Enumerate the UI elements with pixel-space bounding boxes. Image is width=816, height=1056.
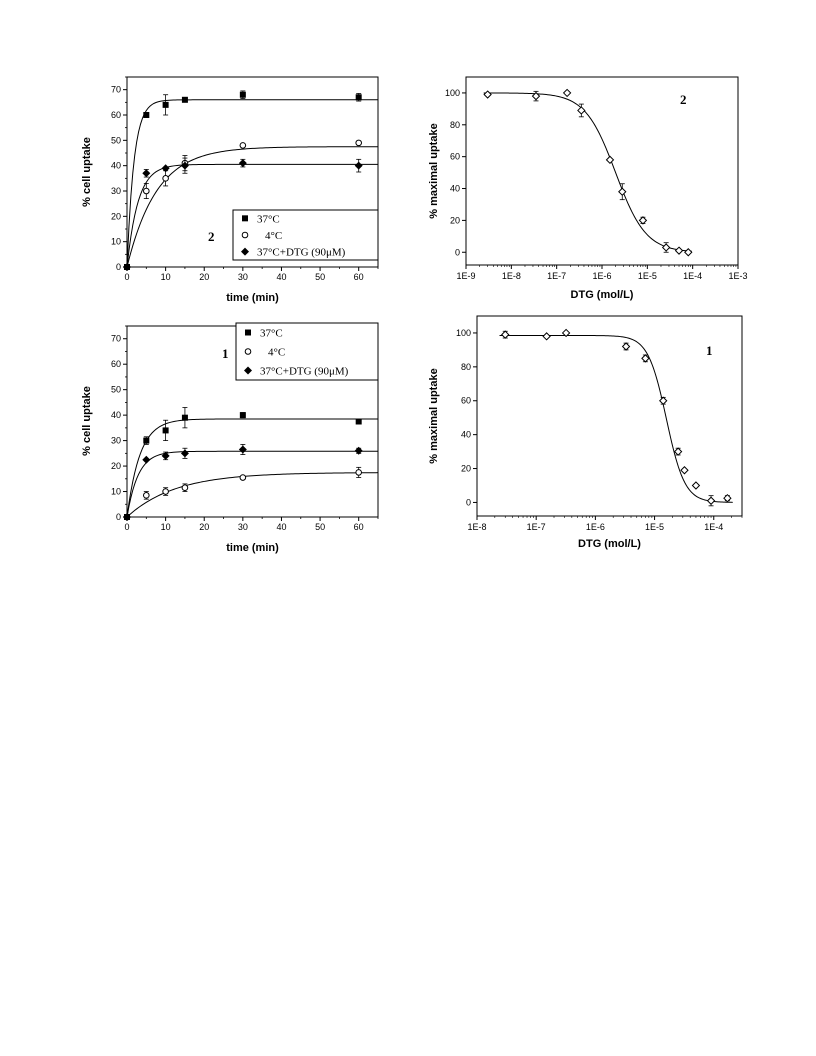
data-point — [623, 343, 630, 350]
fit-curve — [500, 335, 733, 502]
plot-frame — [466, 77, 738, 265]
chart-uptake-2 — [81, 77, 378, 304]
chart-inhibition-1 — [428, 316, 742, 550]
legend — [233, 210, 378, 260]
y-tick-label: 80 — [449, 119, 460, 130]
y-tick-label: 20 — [449, 215, 460, 226]
y-tick-label: 70 — [110, 84, 121, 95]
data-point — [606, 156, 613, 163]
y-tick-label: 30 — [110, 186, 121, 196]
x-tick-label: 0 — [124, 522, 130, 532]
data-point — [660, 397, 667, 404]
data-point — [144, 493, 150, 499]
data-point — [142, 456, 150, 464]
x-tick-label: 1E-8 — [467, 522, 487, 532]
y-tick-label: 70 — [110, 333, 121, 344]
data-point — [240, 412, 246, 418]
x-tick-label: 30 — [237, 522, 248, 532]
x-tick-label: 1E-3 — [728, 271, 748, 281]
data-point — [564, 89, 571, 96]
data-point — [163, 427, 169, 433]
panel-label: 2 — [680, 92, 687, 107]
x-tick-label: 10 — [160, 522, 171, 532]
x-tick-label: 1E-6 — [592, 271, 612, 281]
x-tick-label: 1E-8 — [501, 271, 521, 281]
y-tick-label: 50 — [110, 384, 121, 395]
y-tick-label: 0 — [115, 512, 121, 522]
legend-label: 37°C — [260, 327, 283, 340]
y-tick-label: 80 — [460, 361, 471, 372]
x-tick-label: 1E-4 — [683, 271, 703, 281]
data-point — [355, 162, 363, 170]
data-point — [240, 143, 246, 149]
legend-label: 37°C — [257, 213, 280, 226]
data-point — [356, 140, 362, 146]
x-tick-label: 40 — [276, 272, 287, 282]
data-point — [143, 112, 149, 118]
y-tick-label: 50 — [110, 135, 121, 146]
x-axis-title: DTG (mol/L) — [570, 289, 634, 301]
y-tick-label: 100 — [444, 87, 460, 98]
data-point — [182, 415, 188, 421]
data-point — [142, 169, 150, 177]
y-tick-label: 10 — [110, 486, 121, 497]
x-tick-label: 1E-6 — [585, 522, 605, 532]
y-axis-title: % cell uptake — [81, 137, 93, 207]
fit-curve — [484, 93, 692, 251]
data-point — [484, 91, 491, 98]
y-tick-label: 20 — [110, 461, 121, 472]
y-tick-label: 60 — [460, 395, 471, 406]
x-tick-label: 40 — [276, 522, 287, 532]
chart-uptake-1 — [81, 323, 378, 554]
x-tick-label: 30 — [237, 272, 248, 282]
y-axis-title: % maximal uptake — [428, 123, 440, 219]
data-point — [578, 107, 585, 114]
legend-label: 37°C+DTG (90μM) — [257, 246, 346, 259]
x-axis-title: time (min) — [226, 292, 279, 304]
data-point — [181, 449, 189, 457]
x-tick-label: 1E-9 — [456, 271, 476, 281]
data-point — [639, 217, 646, 224]
y-tick-label: 0 — [465, 497, 471, 508]
data-point — [143, 438, 149, 444]
y-tick-label: 40 — [449, 183, 460, 194]
panel-label: 1 — [222, 346, 229, 361]
legend — [236, 323, 378, 380]
y-tick-label: 60 — [110, 110, 121, 120]
legend-marker — [242, 232, 248, 238]
data-point — [619, 188, 626, 195]
y-tick-label: 20 — [110, 211, 121, 222]
data-point — [239, 446, 247, 454]
fit-curve-2 — [127, 451, 378, 517]
y-axis-title: % maximal uptake — [428, 368, 440, 464]
data-point — [355, 447, 363, 455]
data-point — [675, 448, 682, 455]
x-tick-label: 50 — [315, 522, 326, 532]
data-point — [676, 247, 683, 254]
y-tick-label: 0 — [115, 262, 121, 272]
data-point — [162, 164, 170, 172]
data-point — [182, 97, 188, 103]
data-point — [685, 249, 692, 256]
y-tick-label: 40 — [110, 160, 121, 171]
x-tick-label: 1E-7 — [526, 522, 546, 532]
legend-label: 4°C — [268, 346, 286, 359]
y-tick-label: 100 — [455, 327, 471, 338]
x-tick-label: 20 — [199, 272, 210, 282]
data-point — [163, 102, 169, 108]
fit-curve-1 — [127, 473, 378, 517]
data-point — [144, 188, 150, 194]
legend-label: 4°C — [265, 230, 283, 242]
y-tick-label: 10 — [110, 236, 121, 247]
x-tick-label: 60 — [353, 522, 364, 532]
data-point — [163, 489, 169, 495]
data-point — [240, 92, 246, 98]
x-tick-label: 10 — [160, 272, 171, 282]
x-tick-label: 0 — [124, 272, 130, 282]
data-point — [692, 482, 699, 489]
data-point — [356, 419, 362, 425]
x-tick-label: 50 — [315, 272, 326, 282]
x-tick-label: 1E-4 — [704, 522, 724, 532]
x-tick-label: 1E-5 — [637, 271, 657, 281]
y-tick-label: 60 — [110, 359, 121, 370]
data-point — [239, 159, 247, 167]
data-point — [182, 485, 188, 491]
y-axis-title: % cell uptake — [81, 386, 93, 456]
data-point — [356, 470, 362, 476]
x-axis-title: DTG (mol/L) — [578, 538, 641, 550]
panel-label: 1 — [706, 343, 713, 358]
data-point — [708, 497, 715, 504]
data-point — [356, 94, 362, 100]
panel-label: 2 — [208, 229, 215, 244]
y-tick-label: 40 — [460, 429, 471, 440]
data-point — [663, 244, 670, 251]
x-tick-label: 60 — [353, 272, 364, 282]
y-tick-label: 30 — [110, 435, 121, 446]
x-tick-label: 20 — [199, 522, 210, 532]
y-tick-label: 20 — [460, 463, 471, 474]
data-point — [240, 475, 246, 481]
x-tick-label: 1E-7 — [547, 271, 567, 281]
fit-curve-0 — [127, 419, 378, 517]
plot-frame — [477, 316, 742, 516]
y-tick-label: 40 — [110, 410, 121, 421]
y-tick-label: 0 — [454, 247, 460, 258]
data-point — [502, 331, 509, 338]
legend-label: 37°C+DTG (90μM) — [260, 365, 349, 378]
legend-marker — [245, 330, 251, 336]
data-point — [543, 333, 550, 340]
data-point — [163, 176, 169, 182]
legend-marker — [242, 215, 248, 221]
y-tick-label: 60 — [449, 151, 460, 162]
legend-marker — [245, 349, 251, 355]
data-point — [681, 467, 688, 474]
x-tick-label: 1E-5 — [645, 522, 665, 532]
chart-inhibition-2 — [428, 77, 748, 301]
x-axis-title: time (min) — [226, 542, 279, 554]
